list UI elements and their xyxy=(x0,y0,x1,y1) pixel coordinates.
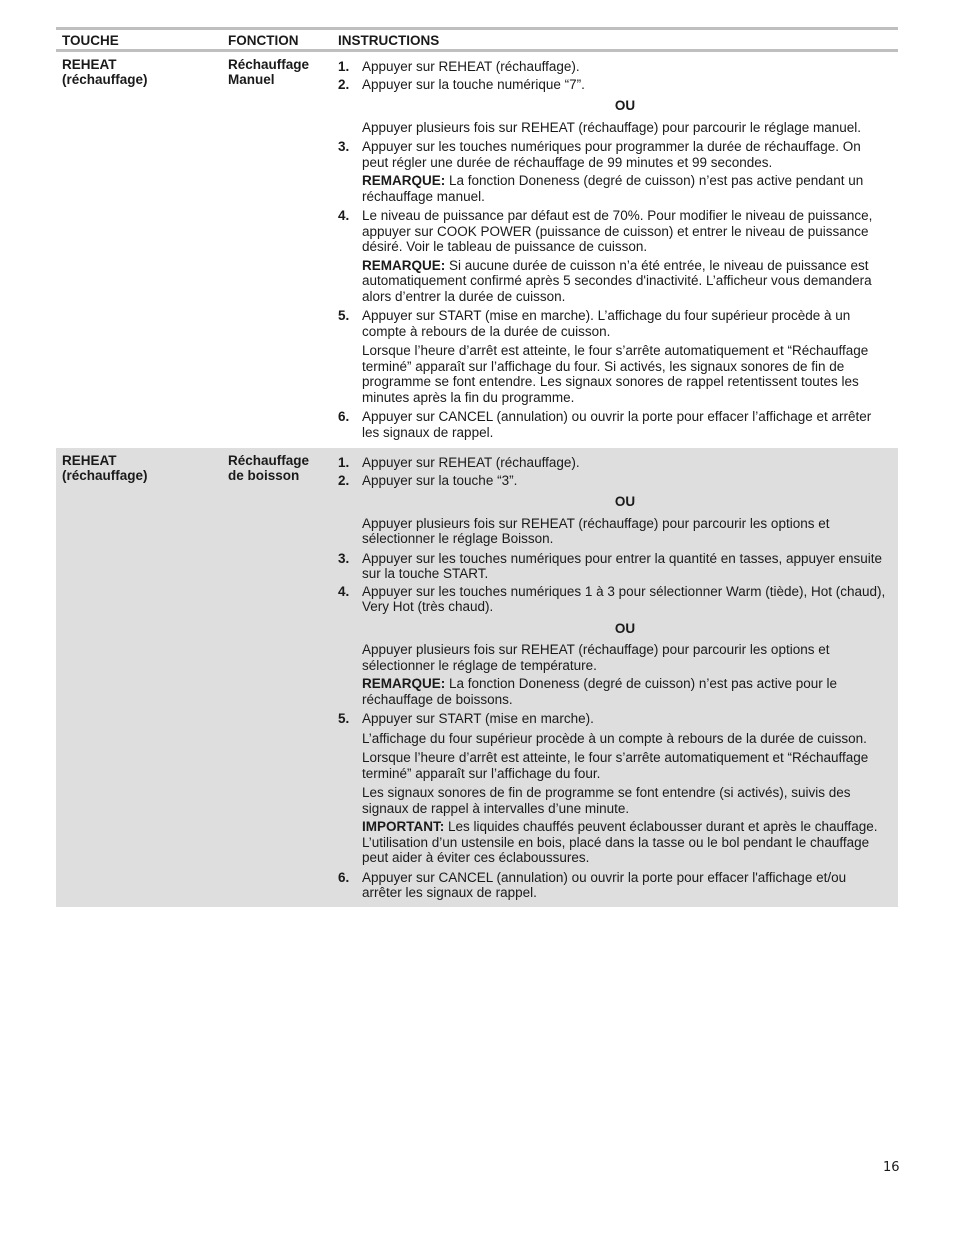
page-number: 16 xyxy=(883,1160,900,1175)
cell-fonction xyxy=(228,57,332,87)
step-text: Appuyer sur les touches numériques 1 à 3 pour sélectionner Warm (tiède), Hot (chaud), Very Hot (très chaud). xyxy=(362,583,886,614)
note-paragraph xyxy=(338,258,888,305)
instruction-paragraph: Lorsque l’heure d’arrêt est atteinte, le four s’arrête automatiquement et “Réchauffage terminé” apparaît sur l’affichage du four. Si activés, les signaux sonores de fin de programme se font entendre. Les signaux sonores de rappel retentissent toutes les minutes après la fin du programme. xyxy=(362,343,869,405)
note-paragraph xyxy=(338,676,888,707)
instruction-step xyxy=(338,77,888,93)
cell-touche xyxy=(62,57,222,87)
step-text: Appuyer sur START (mise en marche). xyxy=(362,711,594,726)
instruction-step xyxy=(338,455,888,471)
step-text: Appuyer sur CANCEL (annulation) ou ouvrir la porte pour effacer l’affichage et arrêter les signaux de rappel. xyxy=(362,409,872,440)
note-paragraph xyxy=(338,819,888,866)
touche-line: (réchauffage) xyxy=(62,72,148,87)
step-number: 1. xyxy=(338,455,350,470)
step-number: 1. xyxy=(338,59,350,74)
fonction-line: de boisson xyxy=(228,468,300,483)
table-row-reheat-manuel xyxy=(56,52,898,448)
step-text: Appuyer sur la touche numérique “7”. xyxy=(362,76,585,92)
note-label: IMPORTANT: xyxy=(362,819,445,834)
step-number: 6. xyxy=(338,869,350,885)
instruction-paragraph: Lorsque l’heure d’arrêt est atteinte, le four s’arrête automatiquement et “Réchauffage terminé” apparaît sur l’affichage du four. xyxy=(362,750,869,781)
instruction-step xyxy=(338,59,888,75)
touche-line: REHEAT xyxy=(62,57,117,72)
ou-separator: OU xyxy=(614,494,636,509)
cell-instructions xyxy=(338,455,898,901)
header-touche: TOUCHE xyxy=(62,33,119,48)
fonction-line: Réchauffage xyxy=(228,453,310,468)
instruction-paragraph: Les signaux sonores de fin de programme se font entendre (si activés), suivis des signaux de rappel à intervalles d’une minute. xyxy=(362,785,851,816)
step-number: 2. xyxy=(338,472,350,488)
step-number: 3. xyxy=(338,550,350,566)
table-header xyxy=(56,27,898,52)
cell-touche xyxy=(62,453,222,483)
step-text: Appuyer sur CANCEL (annulation) ou ouvrir la porte pour effacer l'affichage et/ou arrêter les signaux de rappel. xyxy=(362,869,847,900)
step-number: 5. xyxy=(338,308,350,323)
header-instructions: INSTRUCTIONS xyxy=(338,33,440,48)
instruction-step xyxy=(338,208,888,255)
note-text: Si aucune durée de cuisson n’a été entrée, le niveau de puissance est automatiquement confirmé après 5 secondes d'inactivité. L’afficheur vous demandera alors d’entrer la durée de cuisson. xyxy=(362,257,872,304)
touche-line: REHEAT xyxy=(62,453,117,468)
step-text: Appuyer sur REHEAT (réchauffage). xyxy=(362,455,580,470)
instruction-step xyxy=(338,584,888,615)
instruction-step xyxy=(338,409,888,440)
instruction-step xyxy=(338,473,888,489)
instruction-step xyxy=(338,870,888,901)
step-number: 3. xyxy=(338,139,350,154)
ou-separator: OU xyxy=(614,98,636,113)
instruction-paragraph: L’affichage du four supérieur procède à un compte à rebours de la durée de cuisson. xyxy=(362,730,867,746)
note-text: Les liquides chauffés peuvent éclabousser durant et après le chauffage. L’utilisation d’un ustensile en bois, placé dans la tasse ou le bol pendant le chauffage peut aider à éviter ces éclaboussures. xyxy=(362,819,878,865)
note-text: La fonction Doneness (degré de cuisson) n’est pas active pour le réchauffage de boissons. xyxy=(362,676,837,707)
cell-instructions xyxy=(338,59,898,440)
header-fonction: FONCTION xyxy=(228,33,299,48)
note-label: REMARQUE: xyxy=(362,173,446,188)
step-number: 6. xyxy=(338,409,350,424)
step-number: 4. xyxy=(338,208,350,223)
instructions-table xyxy=(56,27,898,907)
note-paragraph xyxy=(338,173,888,204)
fonction-line: Réchauffage xyxy=(228,57,310,72)
ou-separator: OU xyxy=(614,620,636,636)
touche-line: (réchauffage) xyxy=(62,468,148,483)
instruction-step xyxy=(338,711,888,727)
step-number: 5. xyxy=(338,711,350,726)
step-text: Appuyer sur la touche “3”. xyxy=(362,472,518,488)
note-text: La fonction Doneness (degré de cuisson) n’est pas active pendant un réchauffage manuel. xyxy=(362,173,864,204)
instruction-step xyxy=(338,308,888,339)
step-number: 4. xyxy=(338,583,350,599)
step-text: Le niveau de puissance par défaut est de 70%. Pour modifier le niveau de puissance, appuyer sur COOK POWER (puissance de cuisson) et entrer le niveau de puissance désiré. Voir le tableau de puissance de cuisson. xyxy=(362,208,873,254)
step-text: Appuyer sur START (mise en marche). L’affichage du four supérieur procède à un compte à rebours de la durée de cuisson. xyxy=(362,308,851,339)
step-text: Appuyer sur REHEAT (réchauffage). xyxy=(362,59,580,74)
step-number: 2. xyxy=(338,76,350,92)
instruction-paragraph: Appuyer plusieurs fois sur REHEAT (réchauffage) pour parcourir les options et sélectionner le réglage Boisson. xyxy=(362,515,830,546)
table-row-reheat-boisson xyxy=(56,448,898,907)
instruction-step xyxy=(338,139,888,170)
instruction-paragraph: Appuyer plusieurs fois sur REHEAT (réchauffage) pour parcourir les options et sélectionner le réglage de température. xyxy=(362,642,830,673)
step-text: Appuyer sur les touches numériques pour programmer la durée de réchauffage. On peut régler une durée de réchauffage de 99 minutes et 99 secondes. xyxy=(362,139,861,170)
note-label: REMARQUE: xyxy=(362,676,446,691)
note-label: REMARQUE: xyxy=(362,257,446,273)
fonction-line: Manuel xyxy=(228,72,275,87)
instruction-step xyxy=(338,551,888,582)
instruction-paragraph: Appuyer plusieurs fois sur REHEAT (réchauffage) pour parcourir le réglage manuel. xyxy=(362,119,861,135)
step-text: Appuyer sur les touches numériques pour entrer la quantité en tasses, appuyer ensuite sur la touche START. xyxy=(362,550,883,581)
cell-fonction xyxy=(228,453,332,483)
